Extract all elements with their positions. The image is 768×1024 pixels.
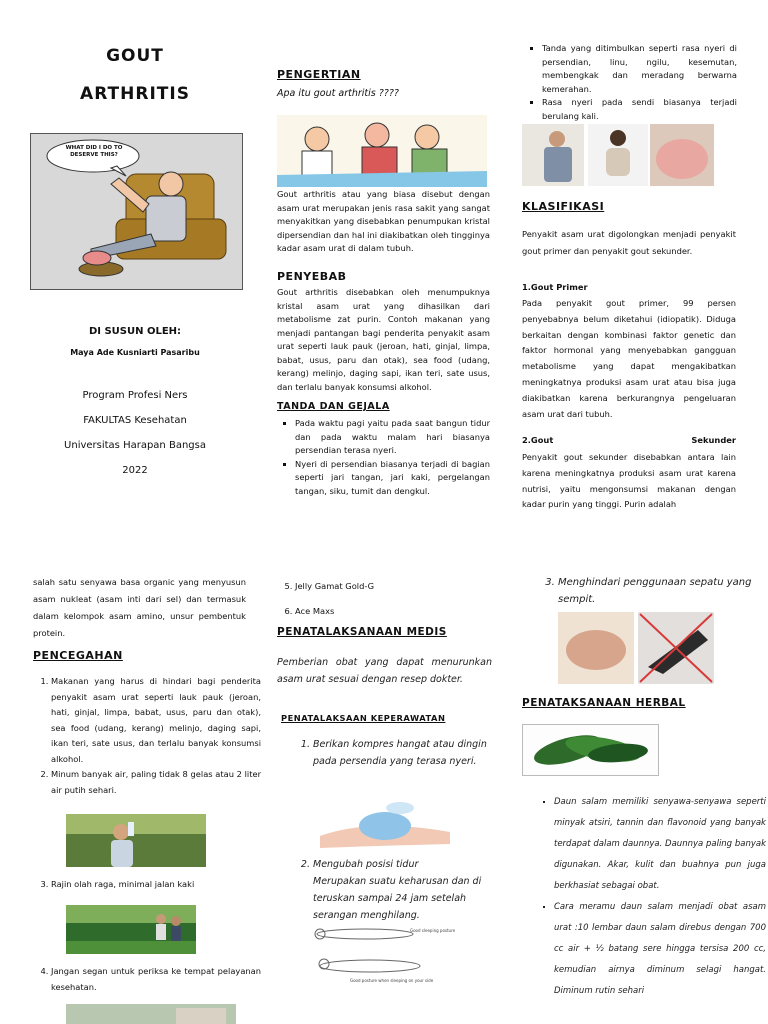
- pengertian-heading: PENGERTIAN: [277, 68, 361, 81]
- keperawatan-item-3: 3. Menghindari penggunaan sepatu yang sempit.: [558, 574, 768, 608]
- pencegahan-item-2: 2. Minum banyak air, paling tidak 8 gelas atau 2 liter air putih sehari.: [51, 767, 261, 798]
- pengertian-body: Gout arthritis atau yang biasa disebut dengan asam urat merupakan jenis rasa sakit yang sangat menyakitkan yang disebabkan penumpukan kristal dipersendian dan hal ini diakibatkan oleh tingginya kadar asam urat di dalam tubuh.: [277, 189, 490, 253]
- definition-panel: [277, 68, 490, 518]
- cover-cartoon-image: [30, 133, 243, 290]
- year-label: 2022: [122, 465, 148, 476]
- cover-title-line2: ARTHRITIS: [80, 84, 190, 104]
- pengertian-question: Apa itu gout arthritis ????: [277, 88, 399, 99]
- faculty-name: FAKULTAS Kesehatan: [83, 415, 187, 426]
- obat-list: [277, 574, 495, 624]
- herbal-item-2: ▪ Cara meramu daun salam menjadi obat asam urat :10 lembar daun salam direbus dengan 700 cc air + ½ batang sere hingga tersisa 200 cc, kemudian airnya diminum selagi hangat. Diminum rutin sehari: [554, 897, 766, 1002]
- author-label: DI SUSUN OLEH:: [88, 326, 182, 337]
- herbal-panel: [522, 574, 766, 1024]
- sepatu-list: [526, 574, 768, 608]
- herbal-list: [526, 792, 766, 1002]
- gout-primer-body: Pada penyakit gout primer, 99 persen penyebabnya belum diketahui (idiopatik). Diduga berkaitan dengan kombinasi faktor genetic dan faktor hormonal yang menyebabkan gangguan metabolisme yang dapat mengakibatkan meningkatnya produksi asam urat atau bisa juga diakibatkan karena berkurangnya pengeluaran asam urat dari tubuh.: [522, 298, 736, 419]
- gout-sekunder-body: Penyakit gout sekunder disebabkan antara lain karena meningkatnya produksi asam urat karena nutrisi, yaitu mengonsumsi makanan dengan kadar purin yang tinggi. Purin adalah: [522, 452, 736, 510]
- tanda-heading: TANDA DAN GEJALA: [277, 401, 390, 412]
- cover-title-line1: GOUT: [106, 46, 164, 66]
- pencegahan-item-1: 1. Makanan yang harus di hindari bagi penderita penyakit asam urat seperti lauk pauk (jeroan, hati, ginjal, limpa, babat, usus, paru dan otak), sea food (udang, kerang) melinjo, daging sapi, ikan teri, sate usus, dan terlalu banyak konsumsi alkohol.: [51, 674, 261, 767]
- jogging-photo: [66, 905, 196, 954]
- keperawatan-item-1: 1. Berikan kompres hangat atau dingin pada persendia yang terasa nyeri.: [313, 736, 508, 770]
- cartoon-speech-text: WHAT DID I DO TO DESERVE THIS?: [65, 145, 123, 158]
- medis-body: Pemberian obat yang dapat menurunkan asam urat sesuai dengan resep dokter.: [277, 657, 492, 685]
- tanda-list: [279, 417, 490, 498]
- klasifikasi-heading: KLASIFIKASI: [522, 200, 605, 213]
- klasifikasi-intro: Penyakit asam urat digolongkan menjadi penyakit gout primer dan penyakit gout sekunder.: [522, 229, 736, 256]
- gout-sekunder-title-b: Sekunder: [691, 435, 736, 445]
- pencegahan-item-3: 3. Rajin olah raga, minimal jalan kaki: [51, 877, 261, 893]
- keperawatan-heading: PENATALAKSAAN KEPERAWATAN: [281, 713, 446, 723]
- pencegahan-list: [33, 674, 261, 798]
- drinking-water-photo: [66, 814, 206, 867]
- keperawatan-item-2-title: Mengubah posisi tidur: [313, 859, 419, 870]
- shoe-photos: [558, 612, 714, 684]
- pencegahan-list-4: [33, 964, 261, 995]
- author-name: Maya Ade Kusniarti Pasaribu: [70, 348, 200, 357]
- obat-item-6: 6. Ace Maxs: [295, 599, 495, 624]
- sleep-caption-2: Good posture when sleeping on your side: [350, 978, 434, 983]
- tanda-item-4: ▪ Rasa nyeri pada sendi biasanya terjadi berulang kali.: [542, 96, 737, 123]
- gout-sekunder-title: [522, 435, 736, 445]
- cover-panel: [20, 40, 250, 500]
- pencegahan-heading: PENCEGAHAN: [33, 649, 123, 662]
- penyebab-body: Gout arthritis disebabkan oleh menumpuknya kristal asam urat yang dihasilkan dari metabolisme zat purin. Contoh makanan yang menjadi pantangan bagi penderita penyakit asam urat seperti lauk pauk (jeroan, hati, ginjal, limpa, babat, usus, paru dan otak), sea food (udang, kerang) melinjo, daging sapi, ikan teri, sate usus, dan terlalu banyak konsumsi alkohol.: [277, 287, 490, 392]
- tanda-list-continued: [526, 42, 737, 123]
- compress-photo: [310, 796, 460, 856]
- tanda-item-2: ▪ Nyeri di persendian biasanya terjadi di bagian seperti jari tangan, jari kaki, pergelangan tangan, siku, tumit dan dengkul.: [295, 458, 490, 499]
- keperawatan-list-2: [295, 856, 508, 924]
- pencegahan-list-3: [33, 877, 261, 893]
- classification-panel: [522, 42, 737, 512]
- sleeping-posture-illustration: [310, 924, 460, 988]
- penyebab-heading: PENYEBAB: [277, 270, 347, 283]
- university-name: Universitas Harapan Bangsa: [64, 440, 206, 451]
- gout-sekunder-title-a: 2.Gout: [522, 435, 554, 445]
- pencegahan-item-4: 4. Jangan segan untuk periksa ke tempat pelayanan kesehatan.: [51, 964, 261, 995]
- keperawatan-item-2: [313, 856, 508, 924]
- gout-primer-title: 1.Gout Primer: [522, 282, 588, 292]
- clinic-photo: [66, 1004, 236, 1024]
- joint-pain-photos: [522, 124, 714, 186]
- keperawatan-item-2-body: Merupakan suatu keharusan dan di teruskan sampai 24 jam setelah serangan menghilang.: [313, 876, 482, 921]
- medis-heading: PENATALAKSANAAN MEDIS: [277, 626, 447, 638]
- doctor-patients-illustration: [277, 115, 487, 187]
- treatment-panel: [277, 574, 497, 1024]
- obat-item-5: 5. Jelly Gamat Gold-G: [295, 574, 495, 599]
- sleep-caption-1: Good sleeping posture: [410, 928, 456, 933]
- prevention-panel: [33, 574, 261, 1024]
- tanda-item-1: ▪ Pada waktu pagi yaitu pada saat bangun tidur dan pada waktu malam hari biasanya persendian terasa nyeri.: [295, 417, 490, 458]
- herbal-item-1: ▪ Daun salam memiliki senyawa-senyawa seperti minyak atsiri, tannin dan flavonoid yang banyak terdapat dalam daunnya. Daunnya paling banyak digunakan. Akar, kulit dan buahnya pun juga berkhasiat sebagai obat.: [554, 792, 766, 897]
- keperawatan-list: [295, 736, 508, 770]
- program-name: Program Profesi Ners: [82, 390, 188, 401]
- tanda-item-3: ▪ Tanda yang ditimbulkan seperti rasa nyeri di persendian, linu, ngilu, kesemutan, membengkak dan meradang berwarna kemerahan.: [542, 42, 737, 96]
- bay-leaves-photo: [522, 724, 659, 776]
- herbal-heading: PENATAKSANAAN HERBAL: [522, 697, 686, 709]
- purin-continuation: salah satu senyawa basa organic yang menyusun asam nukleat (asam inti dari sel) dan termasuk dalam kelompok asam amino, unsur pembentuk protein.: [33, 577, 246, 638]
